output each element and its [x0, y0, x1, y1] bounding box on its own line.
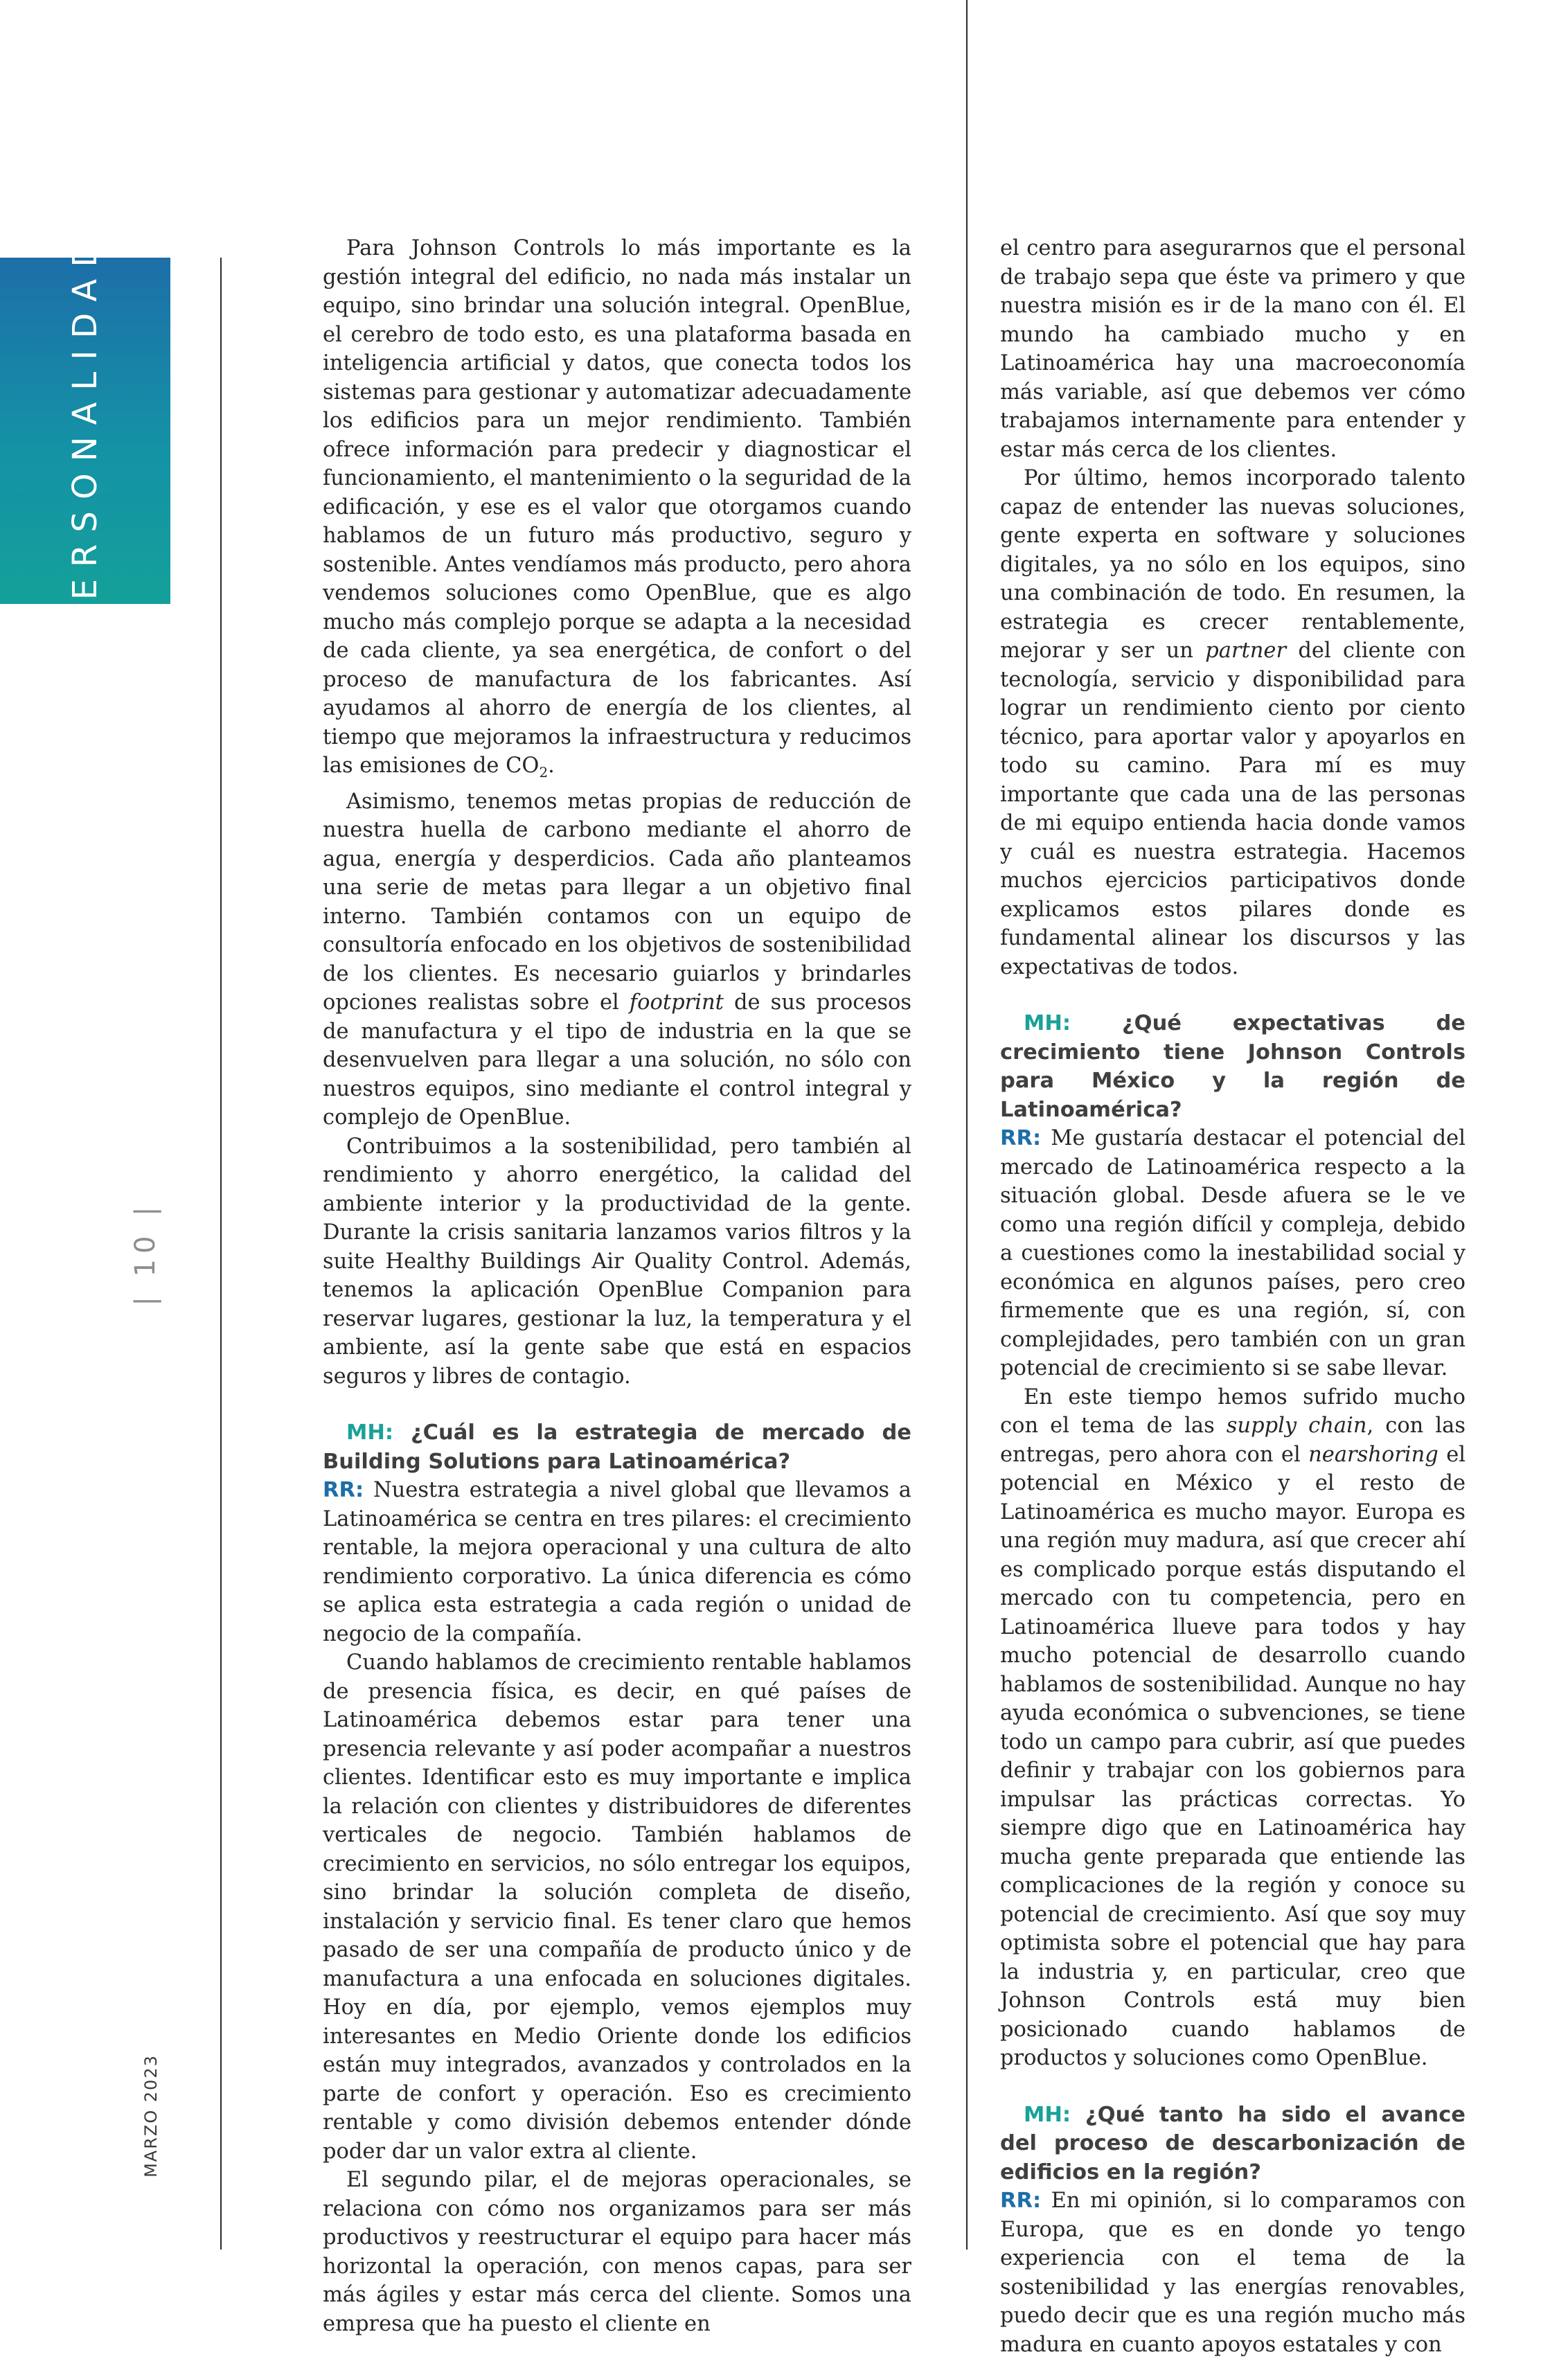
interviewer-tag: MH: [1024, 1011, 1071, 1035]
answer-paragraph: RR: En mi opinión, si lo comparamos con Europa, que es en donde yo tengo experiencia con el tema de la sostenibilidad y las energías renovables, puedo decir que es una región mucho más madura en cuanto apoyos estatales y con [1000, 2189, 1465, 2357]
issue-date: MARZO 2023 [141, 2054, 161, 2178]
right-column [1000, 234, 1465, 2359]
left-margin-rule [220, 258, 222, 2250]
paragraph: Cuando hablamos de crecimiento rentable hablamos de presencia física, es decir, en qué países de Latinoamérica debemos estar para tener una presencia relevante y así poder acompañar a nuestros clientes. Identificar esto es muy importante e implica la relación con clientes y distribuidores de diferentes verticales de negocio. También hablamos de crecimiento en servicios, no sólo entregar los equipos, sino brindar la solución completa de diseño, instalación y servicio final. Es tener claro que hemos pasado de ser una compañía de producto único y de manufactura a una enfocada en soluciones digitales. Hoy en día, por ejemplo, vemos ejemplos muy interesantes en Medio Oriente donde los edificios están muy integrados, avanzados y controlados en la parte de confort y operación. Eso es crecimiento rentable y como división debemos entender dónde poder dar un valor extra al cliente. [323, 1650, 911, 2164]
answer-paragraph: RR: Nuestra estrategia a nivel global que llevamos a Latinoamérica se centra en tres pilares: el crecimiento rentable, la mejora operacional y una cultura de alto rendimiento corporativo. La única diferencia es cómo se aplica esta estrategia a cada región o unidad de negocio de la compañía. [323, 1478, 911, 1646]
paragraph: el centro para asegurarnos que el personal de trabajo sepa que éste va primero y que nuestra misión es ir de la mano con él. El mundo ha cambiado mucho y en Latinoamérica hay una macroeconomía más variable, así que debemos ver cómo trabajamos internamente para entender y estar más cerca de los clientes. [1000, 236, 1465, 462]
paragraph: Para Johnson Controls lo más importante es la gestión integral del edificio, no nada más instalar un equipo, sino brindar una solución integral. OpenBlue, el cerebro de todo esto, es una plataforma basada en inteligencia artificial y datos, que conecta todos los sistemas para gestionar y automatizar adecuadamente los edificios para un mejor rendimiento. También ofrece información para predecir y diagnosticar el funcionamiento, el mantenimiento o la seguridad de la edificación, y ese es el valor que otorgamos cuando hablamos de un futuro más productivo, seguro y sostenible. Antes vendíamos más producto, pero ahora vendemos soluciones como OpenBlue, que es algo mucho más complejo porque se adapta a la necesidad de cada cliente, ya sea energética, de confort o del proceso de manufactura de los fabricantes. Así ayudamos al ahorro de energía de los clientes, al tiempo que mejoramos la infraestructura y reducimos las emisiones de $CO_2$. [323, 236, 911, 781]
paragraph: Por último, hemos incorporado talento capaz de entender las nuevas soluciones, gente experta en software y soluciones digitales, ya no sólo en los equipos, sino una combinación de todo. En resumen, la estrategia es crecer rentablemente, mejorar y ser un partner del cliente con tecnología, servicio y disponibilidad para lograr un rendimiento ciento por ciento técnico, para aportar valor y apoyarlos en todo su camino. Para mí es muy importante que cada una de las personas de mi equipo entienda hacia donde vamos y cuál es nuestra estrategia. Hacemos muchos ejercicios participativos donde explicamos estos pilares donde es fundamental alinear los discursos y las expectativas de todos. [1000, 466, 1466, 979]
section-tab-label: PERSONALIDAD [66, 229, 105, 632]
paragraph: El segundo pilar, el de mejoras operacionales, se relaciona con cómo nos organizamos para ser más productivos y reestructurar el equipo para hacer más horizontal la operación, con menos capas, para ser más ágiles y estar más cerca del cliente. Somos una empresa que ha puesto el cliente en [323, 2168, 911, 2336]
interviewee-tag: RR: [323, 1478, 364, 1503]
page-number: | 10 | [130, 1201, 161, 1306]
column-divider-rule [966, 0, 968, 2250]
paragraph: Contribuimos a la sostenibilidad, pero también al rendimiento y ahorro energético, la calidad del ambiente interior y la productividad de la gente. Durante la crisis sanitaria lanzamos varios filtros y la suite Healthy Buildings Air Quality Control. Además, tenemos la aplicación OpenBlue Companion para reservar lugares, gestionar la luz, la temperatura y el ambiente, así la gente sabe que está en espacios seguros y libres de contagio. [323, 1134, 911, 1389]
question-heading: MH: ¿Cuál es la estrategia de mercado de Building Solutions para Latinoamérica? [323, 1421, 911, 1474]
interviewer-tag: MH: [346, 1421, 394, 1445]
interviewee-tag: RR: [1000, 1126, 1042, 1150]
interviewer-tag: MH: [1024, 2102, 1071, 2127]
interviewee-tag: RR: [1000, 2189, 1042, 2213]
paragraph: Asimismo, tenemos metas propias de reducción de nuestra huella de carbono mediante el ahorro de agua, energía y desperdicios. Cada año planteamos una serie de metas para llegar a un objetivo final interno. También contamos con un equipo de consultoría enfocado en los objetivos de sostenibilidad de los clientes. Es necesario guiarlos y brindarles opciones realistas sobre el footprint de sus procesos de manufactura y el tipo de industria en la que se desenvuelven para llegar a una solución, no sólo con nuestros equipos, sino mediante el control integral y complejo de OpenBlue. [323, 789, 911, 1130]
question-heading: MH: ¿Qué tanto ha sido el avance del proceso de descarbonización de edificios en la región? [1000, 2102, 1465, 2184]
question-heading: MH: ¿Qué expectativas de crecimiento tiene Johnson Controls para México y la región de Latinoamérica? [1000, 1011, 1465, 1122]
paragraph: En este tiempo hemos sufrido mucho con el tema de las supply chain, con las entregas, pero ahora con el nearshoring el potencial en México y el resto de Latinoamérica es mucho mayor. Europa es una región muy madura, así que crecer ahí es complicado porque estás disputando el mercado con tu competencia, pero en Latinoamérica llueve para todos y hay mucho potencial de desarrollo cuando hablamos de sostenibilidad. Aunque no hay ayuda económica o subvenciones, se tiene todo un campo para cubrir, así que puedes definir y trabajar con los gobiernos para impulsar las prácticas correctas. Yo siempre digo que en Latinoamérica hay mucha gente preparada que entiende las complicaciones de la región y conoce su potencial de crecimiento. Así que soy muy optimista sobre el potencial que hay para la industria y, en particular, creo que Johnson Controls está muy bien posicionado cuando hablamos de productos y soluciones como OpenBlue. [1000, 1385, 1465, 2070]
answer-paragraph: RR: Me gustaría destacar el potencial del mercado de Latinoamérica respecto a la situación global. Desde afuera se le ve como una región difícil y compleja, debido a cuestiones como la inestabilidad social y económica en algunos países, pero creo firmemente que es una región, sí, con complejidades, pero también con un gran potencial de crecimiento si se sabe llevar. [1000, 1126, 1465, 1380]
left-column [323, 234, 911, 2338]
